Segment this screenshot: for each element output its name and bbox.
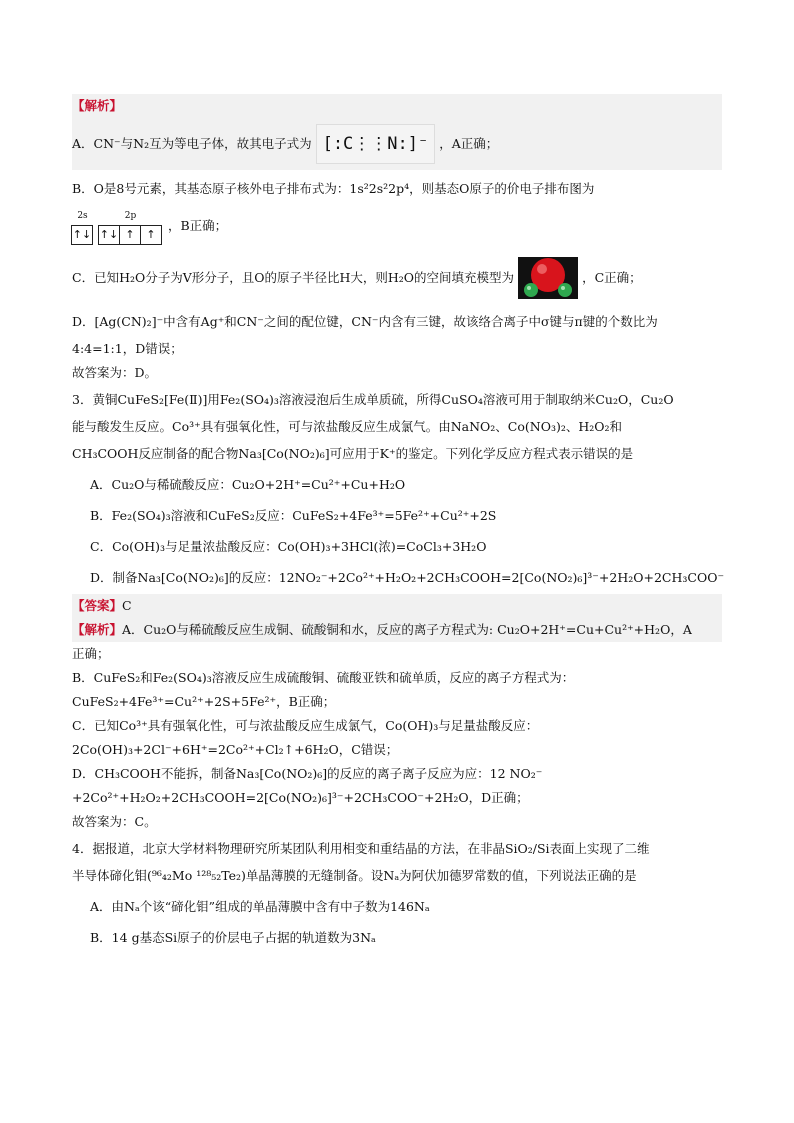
q3-exp-c1: C．已知Co³⁺具有强氧化性，可与浓盐酸反应生成氯气，Co(OH)₃与足量盐酸反应： (72, 718, 539, 733)
q4-stem-line1: 4．据报道，北京大学材料物理研究所某团队利用相变和重结晶的方法，在非晶SiO₂/Si表面上实现了二维 (72, 841, 650, 856)
q3-answer-block (72, 594, 722, 642)
q3-option-d: D．制备Na₃[Co(NO₂)₆]的反应：12NO₂⁻+2Co²⁺+H₂O₂+2CH₃COOH=2[Co(NO₂)₆]³⁻+2H₂O+2CH₃COO⁻ (90, 570, 725, 585)
q3-final-answer: 故答案为：C。 (72, 814, 157, 829)
answer-value: C (122, 598, 132, 613)
q4-option-b: B．14 g基态Si原子的价层电子占据的轨道数为3Nₐ (90, 930, 376, 945)
q3-exp-b2: CuFeS₂+4Fe³⁺=Cu²⁺+2S+5Fe²⁺，B正确； (72, 694, 336, 709)
document-page (72, 94, 725, 950)
q4-option-a: A．由Nₐ个该“碲化钼”组成的单晶薄膜中含有中子数为146Nₐ (90, 899, 430, 914)
q3-exp-a2: 正确； (72, 646, 110, 661)
cn-lewis-structure: [:C⋮⋮N:]⁻ (316, 124, 436, 164)
q3-option-c: C．Co(OH)₃与足量浓盐酸反应：Co(OH)₃+3HCl(浓)=CoCl₃+3H₂O (90, 539, 487, 554)
q3-stem-line1: 3．黄铜CuFeS₂[Fe(Ⅱ)]用Fe₂(SO₄)₃溶液浸泡后生成单质硫，所得CuSO₄溶液可用于制取纳米Cu₂O，Cu₂O (72, 392, 674, 407)
orbital-2p-label: 2p (124, 211, 137, 221)
answer-summary-1: 故答案为：D。 (72, 365, 158, 380)
water-space-filling-model (518, 257, 578, 299)
explanation-a-text: A．CN⁻与N₂互为等电子体，故其电子式为 (72, 136, 312, 151)
q3-exp-b1: B．CuFeS₂和Fe₂(SO₄)₃溶液反应生成硫酸铜、硫酸亚铁和硫单质，反应的离子方程式为： (72, 670, 575, 685)
orbital-box: ↑↓ (71, 225, 93, 245)
q3-exp-d2: +2Co²⁺+H₂O₂+2CH₃COOH=2[Co(NO₂)₆]³⁻+2CH₃COO⁻+2H₂O，D正确； (72, 790, 529, 805)
explanation-block-1 (72, 94, 722, 170)
explanation-d-line1: D．[Ag(CN)₂]⁻中含有Ag⁺和CN⁻之间的配位键，CN⁻内含有三键，故该络合离子中σ键与π键的个数比为 (72, 314, 658, 329)
orbital-box: ↑ (140, 225, 162, 245)
q3-stem-line3: CH₃COOH反应制备的配合物Na₃[Co(NO₂)₆]可应用于K⁺的鉴定。下列化学反应方程式表示错误的是 (72, 446, 634, 461)
explanation-c (72, 253, 722, 307)
q3-exp-c2: 2Co(OH)₃+2Cl⁻+6H⁺=2Co²⁺+Cl₂↑+6H₂O，C错误； (72, 742, 399, 757)
orbital-box: ↑ (119, 225, 141, 245)
answer-label: 【答案】 (72, 598, 123, 613)
q4-stem-line2: 半导体碲化钼(⁹⁶₄₂Mo ¹²⁸₅₂Te₂)单晶薄膜的无缝制备。设Nₐ为阿伏加德罗常数的值，下列说法正确的是 (72, 868, 637, 883)
orbital-box: ↑↓ (98, 225, 120, 245)
explanation-label: 【解析】 (72, 98, 123, 113)
orbital-diagram (72, 207, 162, 245)
explanation-a (72, 118, 722, 170)
explanation-b: B．O是8号元素，其基态原子核外电子排布式为：1s²2s²2p⁴，则基态O原子的价电子排布图为 (72, 181, 595, 196)
orbital-diagram-row (72, 201, 722, 253)
q3-option-b: B．Fe₂(SO₄)₃溶液和CuFeS₂反应：CuFeS₂+4Fe³⁺=5Fe²⁺+Cu²⁺+2S (90, 508, 497, 523)
orbital-2s-label: 2s (77, 211, 88, 221)
explanation-c-result: ，C正确； (582, 270, 642, 285)
q3-exp-a1 (72, 618, 722, 642)
q3-exp-a1-text: A．Cu₂O与稀硫酸反应生成铜、硫酸铜和水，反应的离子方程式为: Cu₂O+2H⁺=Cu+Cu²⁺+H₂O，A (122, 622, 692, 637)
orbital-2p (99, 207, 162, 245)
q3-option-a: A．Cu₂O与稀硫酸反应：Cu₂O+2H⁺=Cu²⁺+Cu+H₂O (90, 477, 406, 492)
q3-stem-line2: 能与酸发生反应。Co³⁺具有强氧化性，可与浓盐酸反应生成氯气。由NaNO₂、Co(NO₃)₂、H₂O₂和 (72, 419, 623, 434)
q3-answer (72, 594, 722, 618)
explanation-d-line2: 4:4=1:1，D错误； (72, 341, 183, 356)
explanation-a-result: ，A正确； (439, 136, 499, 151)
explanation-label: 【解析】 (72, 622, 123, 637)
explanation-c-text: C．已知H₂O分子为V形分子，且O的原子半径比H大，则H₂O的空间填充模型为 (72, 270, 515, 285)
orbital-2s (72, 207, 93, 245)
q3-exp-d1: D．CH₃COOH不能拆，制备Na₃[Co(NO₂)₆]的反应的离子离子反应为应：12 NO₂⁻ (72, 766, 543, 781)
explanation-b-result: ，B正确； (168, 218, 228, 233)
